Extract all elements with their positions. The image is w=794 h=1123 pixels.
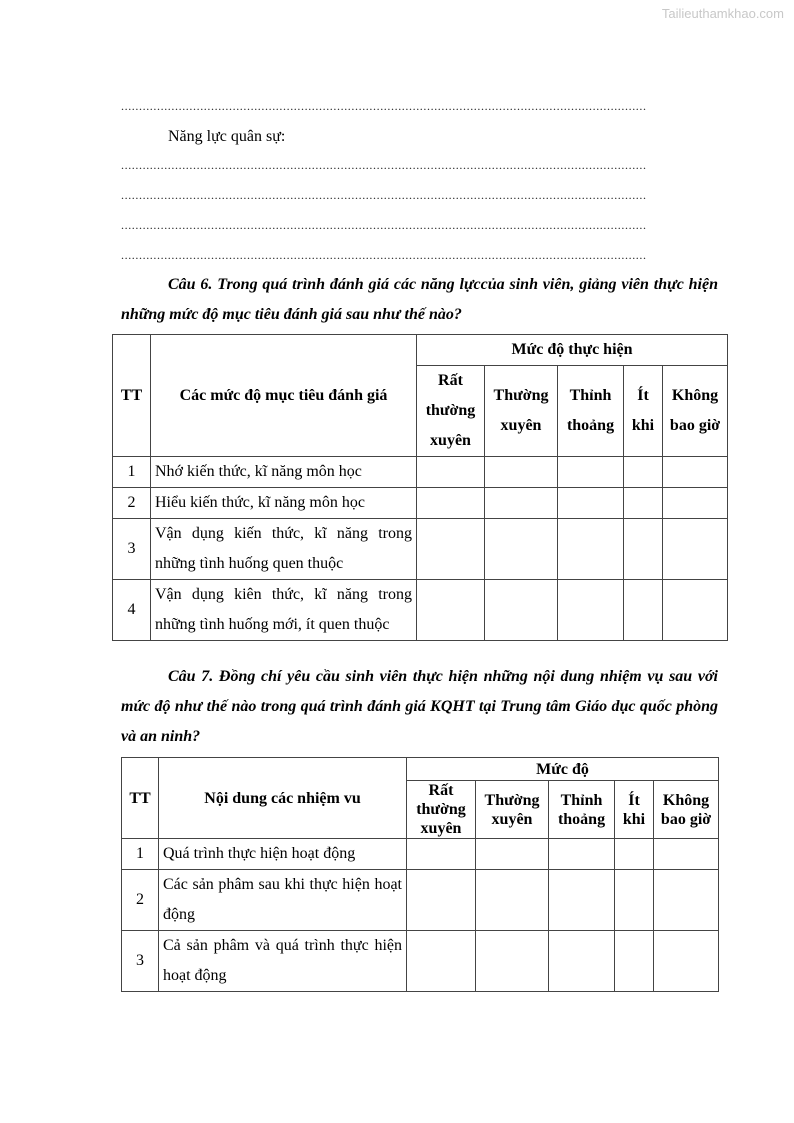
- answer-cell[interactable]: [549, 870, 615, 931]
- table-row: [122, 870, 719, 931]
- header-level: Rất thường xuyên: [417, 366, 485, 457]
- row-text: Cả sản phâm và quá trình thực hiện hoạt động: [159, 931, 407, 992]
- table-row: [113, 457, 728, 488]
- answer-cell[interactable]: [407, 931, 476, 992]
- answer-cell[interactable]: [654, 839, 719, 870]
- question-6-number: Câu 6: [168, 276, 209, 293]
- row-text: Vận dụng kiến thức, kĩ năng trong những tình huống quen thuộc: [151, 519, 417, 580]
- watermark: Tailieuthamkhao.com: [661, 6, 784, 21]
- question-7-table: [121, 757, 719, 992]
- dotted-answer-line: ..................................................................................................................................................: [121, 248, 647, 262]
- header-level: Thỉnh thoảng: [558, 366, 624, 457]
- row-text: Các sản phâm sau khi thực hiện hoạt động: [159, 870, 407, 931]
- answer-cell[interactable]: [417, 519, 485, 580]
- table-row: [113, 519, 728, 580]
- table-row: [122, 839, 719, 870]
- header-level: Ít khi: [624, 366, 663, 457]
- answer-cell[interactable]: [549, 839, 615, 870]
- header-content: Các mức độ mục tiêu đánh giá: [151, 335, 417, 457]
- answer-cell[interactable]: [485, 519, 558, 580]
- row-number: 2: [122, 870, 159, 931]
- dotted-answer-line: ..................................................................................................................................................: [121, 99, 647, 113]
- answer-cell[interactable]: [654, 931, 719, 992]
- question-6-text: . Trong quá trình đánh giá các năng lựccủa sinh viên, giảng viên thực hiện những mức độ mục tiêu đánh giá sau như thế nào?: [121, 276, 718, 323]
- answer-cell[interactable]: [558, 457, 624, 488]
- answer-cell[interactable]: [624, 580, 663, 641]
- header-content: Nội dung các nhiệm vu: [159, 758, 407, 839]
- row-number: 1: [122, 839, 159, 870]
- header-level: Thỉnh thoảng: [549, 781, 615, 839]
- dotted-answer-line: ..................................................................................................................................................: [121, 188, 647, 202]
- answer-cell[interactable]: [558, 580, 624, 641]
- answer-cell[interactable]: [407, 839, 476, 870]
- dotted-answer-line: ..................................................................................................................................................: [121, 158, 647, 172]
- answer-cell[interactable]: [476, 839, 549, 870]
- row-text: Nhớ kiến thức, kĩ năng môn học: [151, 457, 417, 488]
- answer-cell[interactable]: [558, 519, 624, 580]
- header-level: Thường xuyên: [485, 366, 558, 457]
- row-number: 4: [113, 580, 151, 641]
- answer-cell[interactable]: [407, 870, 476, 931]
- answer-cell[interactable]: [476, 870, 549, 931]
- header-level: Không bao giờ: [654, 781, 719, 839]
- header-level: Ít khi: [615, 781, 654, 839]
- military-competence-label: Năng lực quân sự:: [168, 128, 286, 145]
- answer-cell[interactable]: [417, 457, 485, 488]
- answer-cell[interactable]: [663, 457, 728, 488]
- answer-cell[interactable]: [663, 519, 728, 580]
- header-level: Rất thường xuyên: [407, 781, 476, 839]
- header-level-group: Mức độ: [407, 758, 719, 781]
- answer-cell[interactable]: [654, 870, 719, 931]
- table-row: [113, 580, 728, 641]
- header-level: Thường xuyên: [476, 781, 549, 839]
- row-text: Quá trình thực hiện hoạt động: [159, 839, 407, 870]
- answer-cell[interactable]: [624, 519, 663, 580]
- answer-cell[interactable]: [485, 488, 558, 519]
- row-number: 2: [113, 488, 151, 519]
- question-6-title: [121, 270, 718, 330]
- answer-cell[interactable]: [624, 457, 663, 488]
- answer-cell[interactable]: [663, 580, 728, 641]
- answer-cell[interactable]: [476, 931, 549, 992]
- dotted-answer-line: ..................................................................................................................................................: [121, 218, 647, 232]
- answer-cell[interactable]: [549, 931, 615, 992]
- answer-cell[interactable]: [417, 580, 485, 641]
- row-number: 1: [113, 457, 151, 488]
- header-tt: TT: [113, 335, 151, 457]
- answer-cell[interactable]: [417, 488, 485, 519]
- row-number: 3: [113, 519, 151, 580]
- header-level: Không bao giờ: [663, 366, 728, 457]
- header-level-group: Mức độ thực hiện: [417, 335, 728, 366]
- row-number: 3: [122, 931, 159, 992]
- answer-cell[interactable]: [663, 488, 728, 519]
- row-text: Hiểu kiến thức, kĩ năng môn học: [151, 488, 417, 519]
- question-7-title: Câu 7. Đồng chí yêu cầu sinh viên thực hiện những nội dung nhiệm vụ sau với mức độ như thế nào trong quá trình đánh giá KQHT tại Trung tâm Giáo dục quốc phòng và an ninh?: [121, 668, 718, 745]
- answer-cell[interactable]: [485, 457, 558, 488]
- answer-cell[interactable]: [485, 580, 558, 641]
- table-row: [122, 931, 719, 992]
- table-row: [113, 488, 728, 519]
- answer-cell[interactable]: [615, 931, 654, 992]
- answer-cell[interactable]: [558, 488, 624, 519]
- answer-cell[interactable]: [615, 870, 654, 931]
- answer-cell[interactable]: [615, 839, 654, 870]
- question-6-table: [112, 334, 728, 641]
- row-text: Vận dụng kiên thức, kĩ năng trong những tình huống mới, ít quen thuộc: [151, 580, 417, 641]
- answer-cell[interactable]: [624, 488, 663, 519]
- header-tt: TT: [122, 758, 159, 839]
